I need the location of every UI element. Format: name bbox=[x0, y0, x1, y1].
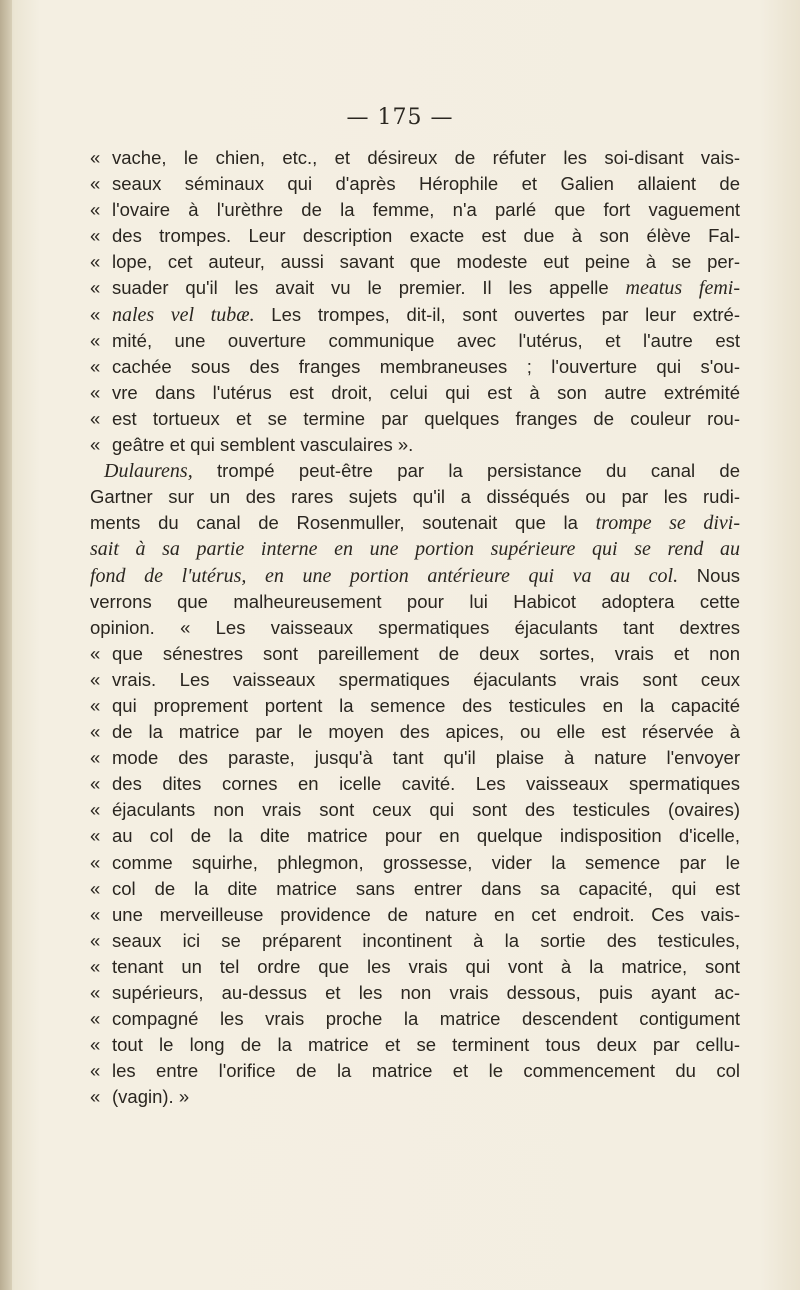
text-line bbox=[90, 249, 740, 275]
quote-mark: « bbox=[90, 825, 101, 847]
text-line bbox=[90, 797, 740, 823]
text-segment: une merveilleuse providence de nature en cet endroit. Ces vais- bbox=[112, 903, 740, 925]
page-binding-edge bbox=[0, 0, 12, 1290]
text-line bbox=[90, 171, 740, 197]
text-line bbox=[90, 876, 740, 902]
text-line bbox=[90, 536, 740, 562]
quote-mark: « bbox=[90, 251, 101, 273]
text-segment: vache, le chien, etc., et désireux de réfuter les soi-disant vais- bbox=[112, 147, 740, 168]
text-line bbox=[90, 354, 740, 380]
text-segment: mité, une ouverture communique avec l'utérus, et l'autre est bbox=[112, 329, 740, 351]
text-line bbox=[90, 484, 740, 510]
quote-mark: « bbox=[90, 903, 101, 925]
text-segment: opinion. « Les vaisseaux spermatiques éjaculants tant dextres bbox=[90, 616, 740, 638]
text-segment: éjaculants non vrais sont ceux qui sont des testicules (ovaires) bbox=[112, 799, 740, 821]
text-segment: cachée sous des franges membraneuses ; l'ouverture qui s'ou- bbox=[112, 355, 740, 377]
text-segment: tenant un tel ordre que les vrais qui vont à la matrice, sont bbox=[112, 955, 740, 977]
text-segment: trompé peut-être par la persistance du canal de bbox=[192, 460, 740, 482]
quote-mark: « bbox=[90, 982, 101, 1003]
text-line bbox=[90, 1006, 740, 1032]
text-line bbox=[90, 406, 740, 432]
text-line bbox=[90, 563, 740, 589]
text-line bbox=[90, 275, 740, 301]
text-line bbox=[90, 954, 740, 980]
quote-mark: « bbox=[90, 1086, 101, 1108]
quote-mark: « bbox=[90, 1008, 101, 1030]
text-segment: comme squirhe, phlegmon, grossesse, vider la semence par le bbox=[112, 851, 740, 873]
text-line bbox=[90, 850, 740, 876]
text-line bbox=[90, 928, 740, 954]
italic-text: Dulaurens, bbox=[104, 460, 193, 483]
text-line bbox=[90, 302, 740, 328]
text-line bbox=[90, 145, 740, 171]
text-segment: geâtre et qui semblent vasculaires ». bbox=[112, 434, 414, 456]
text-line bbox=[90, 380, 740, 406]
text-segment: qui proprement portent la semence des testicules en la capacité bbox=[112, 694, 740, 716]
text-line bbox=[90, 1058, 740, 1084]
quote-mark: « bbox=[90, 434, 101, 456]
text-segment: ments du canal de Rosenmuller, soutenait que la bbox=[90, 512, 596, 534]
text-line bbox=[90, 510, 740, 536]
text-line bbox=[90, 589, 740, 615]
text-segment: seaux ici se préparent incontinent à la sortie des testicules, bbox=[112, 929, 740, 951]
quote-mark: « bbox=[90, 1060, 101, 1082]
text-line bbox=[90, 615, 740, 641]
quote-mark: « bbox=[90, 199, 101, 221]
quote-mark: « bbox=[90, 694, 101, 716]
quote-mark: « bbox=[90, 1034, 101, 1056]
text-segment: Gartner sur un des rares sujets qu'il a disséqués ou par les rudi- bbox=[90, 486, 740, 508]
text-segment: suader qu'il les avait vu le premier. Il les appelle bbox=[112, 277, 626, 299]
quote-mark: « bbox=[90, 225, 101, 247]
quote-mark: « bbox=[90, 642, 101, 664]
text-segment: l'ovaire à l'urèthre de la femme, n'a parlé que fort vaguement bbox=[112, 199, 740, 221]
quote-mark: « bbox=[90, 147, 101, 168]
text-segment: est tortueux et se termine par quelques franges de couleur rou- bbox=[112, 407, 740, 429]
text-segment: compagné les vrais proche la matrice descendent contigument bbox=[112, 1008, 740, 1030]
text-line bbox=[90, 771, 740, 797]
text-line bbox=[90, 693, 740, 719]
quote-mark: « bbox=[90, 929, 101, 951]
text-line bbox=[90, 980, 740, 1006]
text-line bbox=[90, 719, 740, 745]
quote-mark: « bbox=[90, 877, 101, 899]
text-line bbox=[90, 197, 740, 223]
quote-mark: « bbox=[90, 668, 101, 690]
text-segment: tout le long de la matrice et se terminent tous deux par cellu- bbox=[112, 1034, 740, 1056]
text-line bbox=[90, 458, 740, 484]
page-number: — 175 — bbox=[346, 105, 454, 130]
text-segment: vre dans l'utérus est droit, celui qui est à son autre extrémité bbox=[112, 381, 740, 403]
text-line bbox=[90, 667, 740, 693]
quote-mark: « bbox=[90, 851, 101, 873]
text-segment: col de la dite matrice sans entrer dans sa capacité, qui est bbox=[112, 877, 740, 899]
quote-mark: « bbox=[90, 381, 101, 403]
text-segment: seaux séminaux qui d'après Hérophile et Galien allaient de bbox=[112, 173, 740, 195]
text-line bbox=[90, 223, 740, 249]
text-segment: vrais. Les vaisseaux spermatiques éjaculants vrais sont ceux bbox=[112, 668, 740, 690]
quote-mark: « bbox=[90, 355, 101, 377]
quote-mark: « bbox=[90, 721, 101, 743]
italic-text: trompe se divi- bbox=[595, 512, 740, 535]
quote-mark: « bbox=[90, 773, 101, 795]
text-segment: (vagin). » bbox=[112, 1086, 190, 1108]
text-segment: au col de la dite matrice pour en quelque indisposition d'icelle, bbox=[112, 825, 740, 847]
text-line bbox=[90, 641, 740, 667]
quote-mark: « bbox=[90, 173, 101, 195]
quote-mark: « bbox=[90, 407, 101, 429]
text-line bbox=[90, 745, 740, 771]
text-segment: des dites cornes en icelle cavité. Les vaisseaux spermatiques bbox=[112, 773, 740, 795]
text-segment: Les trompes, dit-il, sont ouvertes par leur extré- bbox=[254, 303, 740, 325]
text-segment: lope, cet auteur, aussi savant que modeste eut peine à se per- bbox=[112, 251, 740, 273]
text-segment: les entre l'orifice de la matrice et le commencement du col bbox=[112, 1060, 740, 1082]
italic-text: fond de l'utérus, en une portion antérieure qui va au col. bbox=[90, 564, 679, 587]
text-line bbox=[90, 432, 740, 458]
text-segment: Nous bbox=[678, 564, 740, 586]
quote-mark: « bbox=[90, 955, 101, 977]
text-segment: des trompes. Leur description exacte est due à son élève Fal- bbox=[112, 225, 740, 247]
text-segment: supérieurs, au-dessus et les non vrais dessous, puis ayant ac- bbox=[112, 982, 740, 1003]
text-line bbox=[90, 902, 740, 928]
text-segment: de la matrice par le moyen des apices, ou elle est réservée à bbox=[112, 721, 740, 743]
italic-text: sait à sa partie interne en une portion supérieure qui se rend au bbox=[90, 538, 740, 561]
text-line bbox=[90, 1084, 740, 1110]
text-segment: mode des paraste, jusqu'à tant qu'il plaise à nature l'envoyer bbox=[112, 747, 740, 769]
text-segment: verrons que malheureusement pour lui Habicot adoptera cette bbox=[90, 590, 740, 612]
quote-mark: « bbox=[90, 747, 101, 769]
text-line bbox=[90, 328, 740, 354]
quote-mark: « bbox=[90, 303, 101, 325]
quote-mark: « bbox=[90, 799, 101, 821]
quote-mark: « bbox=[90, 329, 101, 351]
quote-mark: « bbox=[90, 277, 101, 299]
text-line bbox=[90, 1032, 740, 1058]
body-text bbox=[90, 145, 740, 1110]
text-line bbox=[90, 823, 740, 849]
text-segment: que sénestres sont pareillement de deux sortes, vrais et non bbox=[112, 642, 740, 664]
italic-text: nales vel tubæ. bbox=[112, 303, 255, 326]
italic-text: meatus femi- bbox=[625, 277, 740, 300]
